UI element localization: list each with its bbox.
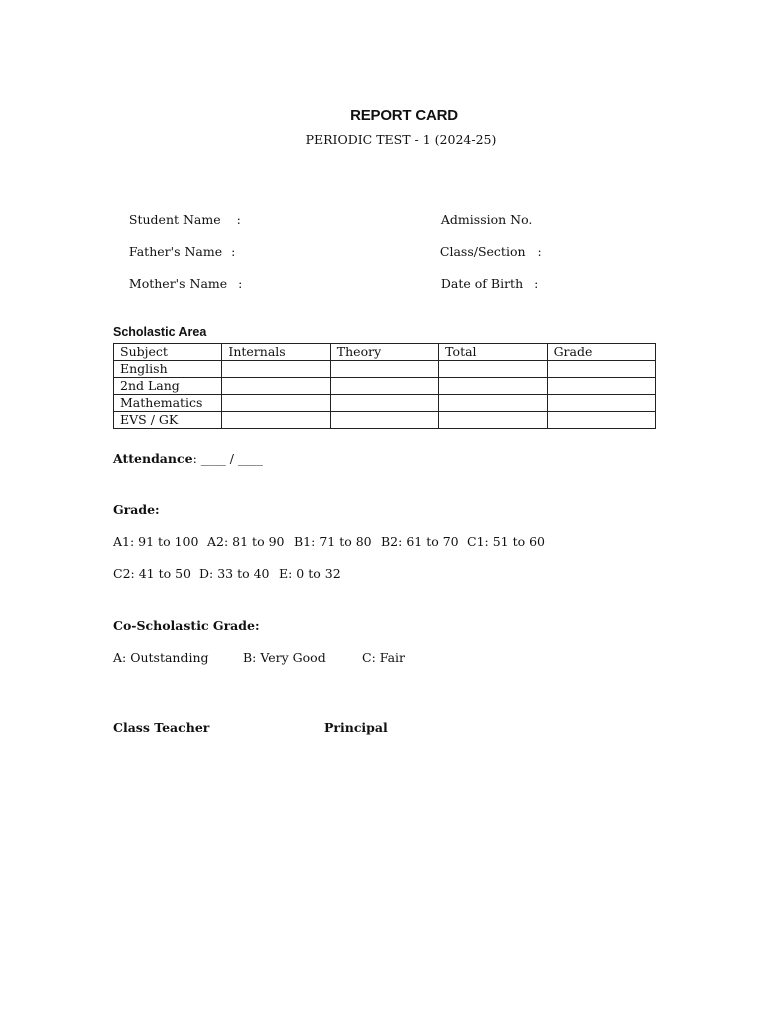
student-name-label: Student Name <box>128 212 221 227</box>
grade-scale-item: C2: 41 to 50 <box>113 566 192 581</box>
dob-row <box>425 261 538 306</box>
attendance-row <box>113 451 263 466</box>
page-subtitle: PERIODIC TEST - 1 (2024-25) <box>305 132 497 147</box>
mothers-name-label: Mother's Name <box>128 276 228 291</box>
grade-scale-item: A2: 81 to 90 <box>207 534 285 549</box>
grade-cell <box>547 395 655 412</box>
mothers-name-row <box>113 261 242 306</box>
dob-label: Date of Birth <box>440 276 524 291</box>
grade-cell <box>547 378 655 395</box>
scholastic-area-label: Scholastic Area <box>113 325 207 339</box>
column-header-grade: Grade <box>547 344 655 361</box>
co-scholastic-item: B: Very Good <box>243 650 326 665</box>
total-cell <box>439 378 547 395</box>
grade-scale-item: B1: 71 to 80 <box>294 534 372 549</box>
column-header-internals: Internals <box>222 344 330 361</box>
total-cell <box>439 395 547 412</box>
theory-cell <box>330 395 438 412</box>
marks-table <box>113 343 656 429</box>
grade-scale-item: B2: 61 to 70 <box>381 534 459 549</box>
dob-colon: : <box>534 276 539 291</box>
co-scholastic-item: C: Fair <box>362 650 405 665</box>
theory-cell <box>330 412 438 429</box>
internals-cell <box>222 361 330 378</box>
grade-scale-item: A1: 91 to 100 <box>113 534 199 549</box>
principal-signature-label: Principal <box>324 720 388 735</box>
theory-cell <box>330 378 438 395</box>
subject-cell: EVS / GK <box>114 412 222 429</box>
grade-heading: Grade: <box>113 502 160 517</box>
attendance-value: : ____ / ____ <box>192 451 263 466</box>
fathers-name-colon: : <box>231 244 236 259</box>
table-row <box>114 412 656 429</box>
class-section-label: Class/Section <box>439 244 526 259</box>
admission-no-label: Admission No. <box>440 212 533 227</box>
co-scholastic-heading: Co-Scholastic Grade: <box>113 618 260 633</box>
mothers-name-colon: : <box>238 276 243 291</box>
grade-scale-item: C1: 51 to 60 <box>467 534 546 549</box>
table-row <box>114 361 656 378</box>
column-header-theory: Theory <box>330 344 438 361</box>
internals-cell <box>222 412 330 429</box>
subject-cell: 2nd Lang <box>114 378 222 395</box>
grade-scale-item: E: 0 to 32 <box>279 566 341 581</box>
table-header-row <box>114 344 656 361</box>
grade-scale-item: D: 33 to 40 <box>199 566 270 581</box>
column-header-subject: Subject <box>114 344 222 361</box>
column-header-total: Total <box>439 344 547 361</box>
class-section-colon: : <box>537 244 542 259</box>
table-row <box>114 378 656 395</box>
table-row <box>114 395 656 412</box>
theory-cell <box>330 361 438 378</box>
internals-cell <box>222 395 330 412</box>
grade-cell <box>547 361 655 378</box>
page-title: REPORT CARD <box>350 107 458 124</box>
co-scholastic-item: A: Outstanding <box>113 650 209 665</box>
subject-cell: English <box>114 361 222 378</box>
internals-cell <box>222 378 330 395</box>
grade-cell <box>547 412 655 429</box>
total-cell <box>439 412 547 429</box>
student-name-colon: : <box>236 212 241 227</box>
fathers-name-label: Father's Name <box>128 244 223 259</box>
total-cell <box>439 361 547 378</box>
class-teacher-signature-label: Class Teacher <box>113 720 210 735</box>
subject-cell: Mathematics <box>114 395 222 412</box>
attendance-label: Attendance <box>113 451 193 466</box>
